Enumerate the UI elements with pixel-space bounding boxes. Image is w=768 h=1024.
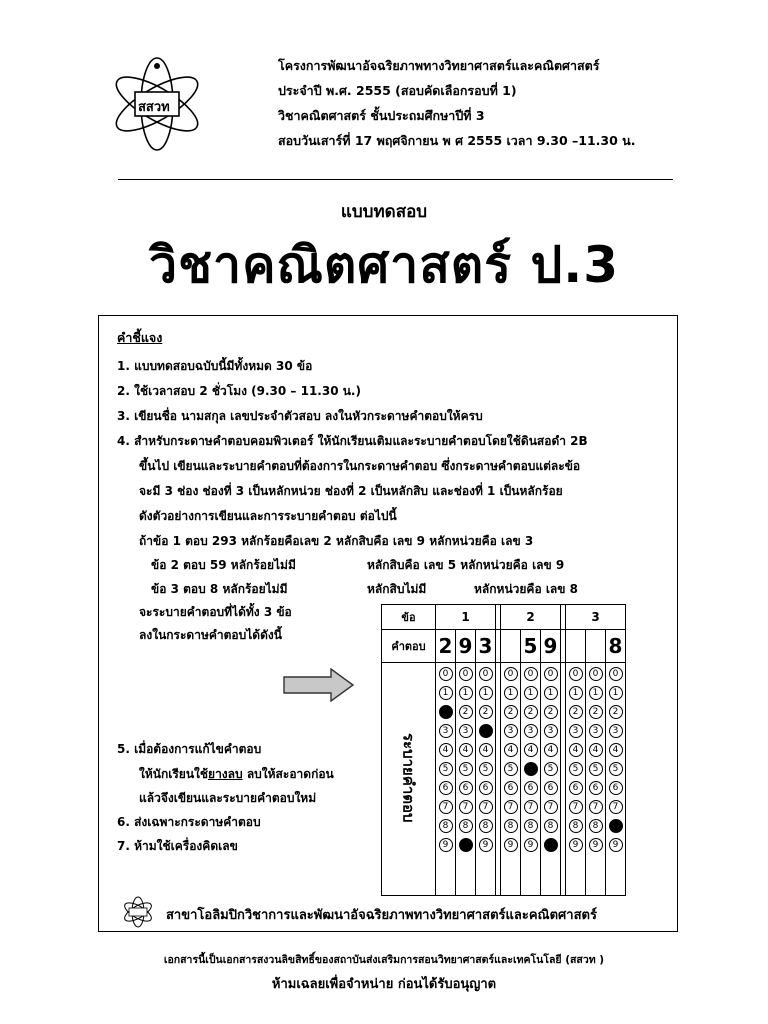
answer-bubble[interactable]: 8: [459, 819, 473, 833]
answer-bubble[interactable]: 5: [439, 762, 453, 776]
answer-bubble[interactable]: 5: [569, 762, 583, 776]
answer-bubble[interactable]: 7: [609, 800, 623, 814]
answer-bubble[interactable]: 9: [609, 838, 623, 852]
instruction-item-7: 7. ห้ามใช้เครื่องคิดเลข: [117, 839, 238, 853]
example-3-units: หลักหน่วยคือ เลข 8: [474, 582, 579, 596]
answer-bubble[interactable]: 4: [569, 743, 583, 757]
answer-digit: 2: [436, 630, 456, 663]
answer-bubble[interactable]: 4: [524, 743, 538, 757]
answer-bubble[interactable]: 7: [524, 800, 538, 814]
header-divider: [118, 179, 673, 180]
answer-bubble[interactable]: 8: [589, 819, 603, 833]
instruction-item-3: 3. เขียนชื่อ นามสกุล เลขประจำตัวสอบ ลงในหัวกระดาษคำตอบให้ครบ: [117, 409, 483, 423]
eraser-word: ยางลบ: [208, 767, 243, 781]
answer-bubble[interactable]: 2: [459, 705, 473, 719]
answer-bubble[interactable]: 2: [609, 705, 623, 719]
answer-bubble[interactable]: 1: [504, 686, 518, 700]
answer-sheet-example: [381, 604, 626, 896]
answer-bubble[interactable]: 5: [609, 762, 623, 776]
instruction-item-5-line-2: [139, 765, 334, 784]
example-2-prefix: ข้อ 2 ตอบ 59 หลักร้อยไม่มี: [151, 558, 296, 572]
answer-digit: [501, 630, 521, 663]
answer-bubble[interactable]: 0: [439, 667, 453, 681]
answer-bubble[interactable]: 4: [504, 743, 518, 757]
answer-bubble[interactable]: 1: [459, 686, 473, 700]
instruction-item-2: 2. ใช้เวลาสอบ 2 ชั่วโมง (9.30 – 11.30 น.): [117, 384, 361, 398]
answer-bubble[interactable]: 1: [524, 686, 538, 700]
answer-bubble[interactable]: 3: [439, 724, 453, 738]
answer-digit: [586, 630, 606, 663]
answer-bubble[interactable]: 9: [439, 838, 453, 852]
answer-bubble[interactable]: 2: [479, 705, 493, 719]
answer-bubble[interactable]: 6: [544, 781, 558, 795]
instruction-item-4-line-3: จะมี 3 ช่อง ช่องที่ 3 เป็นหลักหน่วย ช่องที่ 2 เป็นหลักสิบ และช่องที่ 1 เป็นหลักร้อย: [139, 484, 563, 498]
header-line-1: โครงการพัฒนาอัจฉริยภาพทางวิทยาศาสตร์และคณิตศาสตร์: [278, 58, 600, 73]
example-2-suffix: หลักสิบคือ เลข 5 หลักหน่วยคือ เลข 9: [367, 558, 565, 572]
answer-bubble[interactable]: 9: [569, 838, 583, 852]
answer-bubble[interactable]: 0: [524, 667, 538, 681]
answer-bubble[interactable]: 2: [544, 705, 558, 719]
answer-bubble[interactable]: 1: [439, 686, 453, 700]
filled-bubble[interactable]: 8: [609, 819, 623, 833]
answer-bubble[interactable]: 7: [569, 800, 583, 814]
answer-bubble[interactable]: 9: [479, 838, 493, 852]
answer-bubble[interactable]: 7: [439, 800, 453, 814]
answer-bubble[interactable]: 3: [569, 724, 583, 738]
answer-bubble[interactable]: 3: [609, 724, 623, 738]
instruction-item-5-line-3: แล้วจึงเขียนและระบายคำตอบใหม่: [139, 791, 317, 805]
answer-bubble[interactable]: 0: [504, 667, 518, 681]
answer-bubble[interactable]: 7: [479, 800, 493, 814]
answer-bubble[interactable]: 1: [569, 686, 583, 700]
answer-bubble[interactable]: 1: [544, 686, 558, 700]
answer-bubble[interactable]: 3: [459, 724, 473, 738]
example-3-tens: หลักสิบไม่มี: [367, 582, 427, 596]
answer-bubble[interactable]: 8: [524, 819, 538, 833]
answer-bubble[interactable]: 6: [459, 781, 473, 795]
answer-bubble[interactable]: 6: [589, 781, 603, 795]
answer-bubble[interactable]: 5: [479, 762, 493, 776]
answer-bubble[interactable]: 2: [524, 705, 538, 719]
logo-text: สสวท: [138, 100, 170, 115]
answer-bubble[interactable]: 6: [439, 781, 453, 795]
answer-bubble[interactable]: 5: [544, 762, 558, 776]
answer-bubble[interactable]: 7: [504, 800, 518, 814]
answer-digit: 9: [456, 630, 476, 663]
filled-bubble[interactable]: 5: [524, 762, 538, 776]
answer-bubble[interactable]: 8: [569, 819, 583, 833]
answer-bubble[interactable]: 5: [504, 762, 518, 776]
test-label: แบบทดสอบ: [340, 202, 428, 222]
answer-digit: [566, 630, 586, 663]
example-3-prefix: ข้อ 3 ตอบ 8 หลักร้อยไม่มี: [151, 582, 288, 596]
instruction-item-4-line-2: ขึ้นไป เขียนและระบายคำตอบที่ต้องการในกระดาษคำตอบ ซึ่งกระดาษคำตอบแต่ละข้อ: [139, 459, 581, 473]
answer-bubble[interactable]: 4: [439, 743, 453, 757]
answer-bubble[interactable]: 4: [544, 743, 558, 757]
bubble-column: [436, 663, 456, 896]
answer-bubble[interactable]: 2: [589, 705, 603, 719]
fill-instruction-line-2: ลงในกระดาษคำตอบได้ดังนี้: [139, 628, 282, 642]
answer-digit: 3: [476, 630, 496, 663]
answer-row-label: คำตอบ: [382, 630, 436, 663]
answer-bubble[interactable]: 6: [504, 781, 518, 795]
col-header-label: ข้อ: [382, 605, 436, 630]
answer-bubble[interactable]: 2: [569, 705, 583, 719]
footer-organization: สาขาโอลิมปิกวิชาการและพัฒนาอัจฉริยภาพทางวิทยาศาสตร์และคณิตศาสตร์: [166, 908, 597, 923]
instructions-heading: คำชี้แจง: [117, 330, 163, 345]
answer-bubble[interactable]: 8: [479, 819, 493, 833]
answer-bubble[interactable]: 5: [589, 762, 603, 776]
question-number: 3: [566, 605, 626, 630]
instruction-item-1: 1. แบบทดสอบฉบับนี้มีทั้งหมด 30 ข้อ: [117, 359, 313, 373]
answer-bubble[interactable]: 3: [589, 724, 603, 738]
fill-answer-label-cell: [382, 663, 436, 896]
answer-bubble[interactable]: 1: [609, 686, 623, 700]
bubble-column: [566, 663, 586, 896]
answer-bubble[interactable]: 5: [459, 762, 473, 776]
instruction-item-4-line-1: 4. สำหรับกระดาษคำตอบคอมพิวเตอร์ ให้นักเรียนเติมและระบายคำตอบโดยใช้ดินสอดำ 2B: [117, 434, 588, 448]
answer-bubble[interactable]: 0: [459, 667, 473, 681]
answer-bubble[interactable]: 4: [589, 743, 603, 757]
instruction-item-5-line-1: 5. เมื่อต้องการแก้ไขคำตอบ: [117, 742, 262, 756]
no-distribution-note: ห้ามเฉลยเพื่อจำหน่าย ก่อนได้รับอนุญาต: [271, 977, 497, 992]
answer-bubble[interactable]: 3: [544, 724, 558, 738]
answer-bubble[interactable]: 4: [459, 743, 473, 757]
header-line-4: สอบวันเสาร์ที่ 17 พฤศจิกายน พ ศ 2555 เวลา 9.30 –11.30 น.: [278, 133, 636, 148]
instruction-item-4-line-4: ดังตัวอย่างการเขียนและการระบายคำตอบ ต่อไปนี้: [139, 509, 397, 523]
answer-digit: 5: [521, 630, 541, 663]
answer-bubble[interactable]: 9: [589, 838, 603, 852]
fill-instruction-line-1: จะระบายคำตอบที่ได้ทั้ง 3 ข้อ: [139, 605, 292, 619]
answer-bubble[interactable]: 2: [504, 705, 518, 719]
answer-bubble[interactable]: 6: [609, 781, 623, 795]
filled-bubble[interactable]: 2: [439, 705, 453, 719]
answer-bubble[interactable]: 0: [544, 667, 558, 681]
answer-bubble[interactable]: 9: [524, 838, 538, 852]
item-5-text-c: ลบให้สะอาดก่อน: [242, 767, 334, 781]
answer-bubble[interactable]: 7: [544, 800, 558, 814]
answer-bubble[interactable]: 4: [479, 743, 493, 757]
answer-bubble[interactable]: 8: [439, 819, 453, 833]
answer-bubble[interactable]: 0: [609, 667, 623, 681]
answer-bubble[interactable]: 6: [479, 781, 493, 795]
arrow-right-icon: [283, 668, 355, 706]
bubble-column: [606, 663, 626, 896]
bubble-column: [476, 663, 496, 896]
answer-bubble[interactable]: 3: [504, 724, 518, 738]
filled-bubble[interactable]: 3: [479, 724, 493, 738]
bubble-column: [521, 663, 541, 896]
bubble-column: [541, 663, 561, 896]
page-title: วิชาคณิตศาสตร์ ป.3: [149, 236, 619, 294]
answer-bubble[interactable]: 8: [504, 819, 518, 833]
question-number: 2: [501, 605, 561, 630]
ipst-logo: [112, 52, 202, 162]
ipst-small-logo: [120, 896, 156, 928]
answer-bubble[interactable]: 6: [524, 781, 538, 795]
bubble-column: [456, 663, 476, 896]
answer-bubble[interactable]: 1: [589, 686, 603, 700]
answer-bubble[interactable]: 0: [479, 667, 493, 681]
answer-digit: 9: [541, 630, 561, 663]
header-line-3: วิชาคณิตศาสตร์ ชั้นประถมศึกษาปีที่ 3: [278, 108, 485, 123]
bubble-column: [586, 663, 606, 896]
answer-bubble[interactable]: 9: [504, 838, 518, 852]
bubble-column: [501, 663, 521, 896]
answer-digit: 8: [606, 630, 626, 663]
answer-bubble[interactable]: 0: [589, 667, 603, 681]
filled-bubble[interactable]: 9: [459, 838, 473, 852]
item-5-text-a: ให้นักเรียนใช้: [139, 767, 209, 781]
answer-bubble[interactable]: 6: [569, 781, 583, 795]
answer-bubble[interactable]: 4: [609, 743, 623, 757]
fill-answer-label: ระบายคำตอบ: [399, 732, 418, 823]
answer-bubble[interactable]: 3: [524, 724, 538, 738]
copyright-note: เอกสารนี้เป็นเอกสารสงวนลิขสิทธิ์ของสถาบันส่งเสริมการสอนวิทยาศาสตร์และเทคโนโลยี (สสวท ): [163, 954, 605, 966]
instruction-item-6: 6. ส่งเฉพาะกระดาษคำตอบ: [117, 815, 261, 829]
answer-bubble[interactable]: 1: [479, 686, 493, 700]
answer-bubble[interactable]: 7: [589, 800, 603, 814]
answer-bubble[interactable]: 7: [459, 800, 473, 814]
header-line-2: ประจำปี พ.ศ. 2555 (สอบคัดเลือกรอบที่ 1): [278, 83, 517, 98]
question-number: 1: [436, 605, 496, 630]
answer-bubble[interactable]: 8: [544, 819, 558, 833]
answer-bubble[interactable]: 0: [569, 667, 583, 681]
example-1: ถ้าข้อ 1 ตอบ 293 หลักร้อยคือเลข 2 หลักสิบคือ เลข 9 หลักหน่วยคือ เลข 3: [139, 534, 534, 548]
filled-bubble[interactable]: 9: [544, 838, 558, 852]
